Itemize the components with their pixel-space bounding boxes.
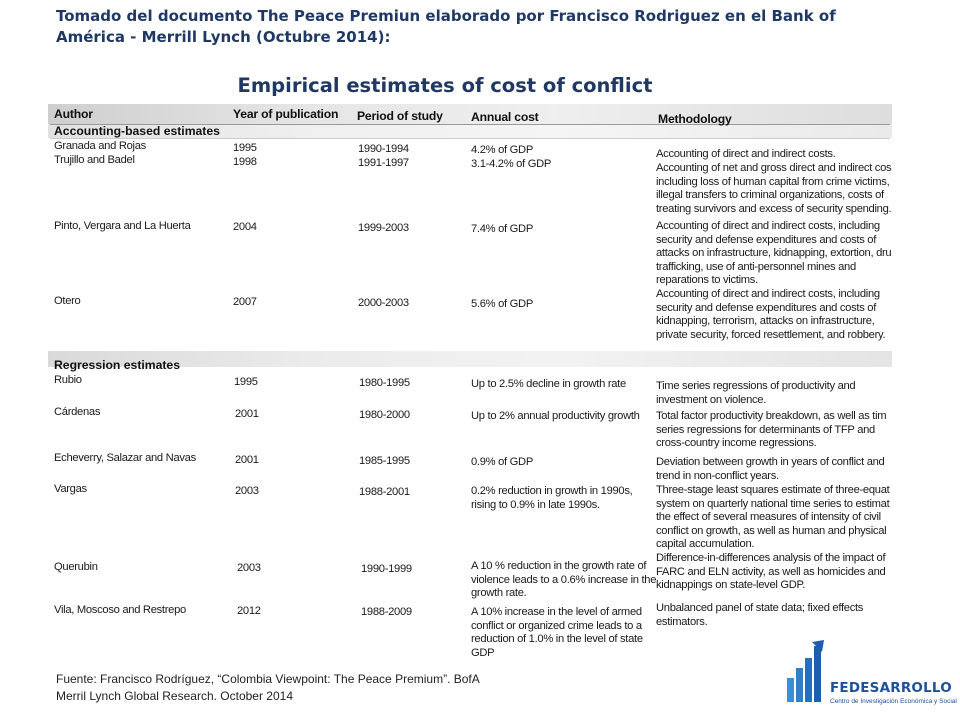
- cost-line: 3.1-4.2% of GDP: [471, 158, 552, 170]
- cell-author: Otero: [54, 295, 81, 307]
- cell-year: 1995: [234, 376, 258, 388]
- cell-year: 2003: [237, 562, 261, 574]
- cell-cost: [471, 378, 626, 392]
- methodology-line: estimators.: [656, 615, 708, 628]
- methodology-line: investment on violence.: [656, 393, 767, 406]
- methodology-line: security and defense expenditures and costs of: [656, 233, 877, 246]
- cell-author: Querubin: [54, 561, 98, 573]
- methodology-line: Time series regressions of productivity and: [656, 380, 856, 392]
- col-header-year: Year of publication: [233, 107, 339, 121]
- methodology-line: treating survivors and excess of security spending.: [656, 202, 892, 215]
- cell-methodology: [656, 220, 892, 288]
- methodology-line: FARC and ELN activity, as well as homicides and: [656, 565, 886, 578]
- methodology-line: trend in non-conflict years.: [656, 469, 779, 482]
- cell-methodology: [656, 552, 892, 593]
- cell-period: 1999-2003: [358, 222, 409, 234]
- cell-methodology: [656, 162, 892, 216]
- cell-period: 1988-2001: [359, 486, 410, 498]
- logo-name: FEDESARROLLO: [830, 680, 952, 696]
- cell-author: Echeverry, Salazar and Navas: [54, 452, 196, 464]
- cell-period: 1990-1999: [361, 563, 412, 575]
- col-header-author: Author: [54, 107, 93, 121]
- cell-period: 1980-2000: [359, 409, 410, 421]
- section-accounting: Accounting-based estimates: [54, 124, 220, 138]
- methodology-line: Accounting of direct and indirect costs, including: [656, 288, 880, 300]
- methodology-line: Accounting of direct and indirect costs.: [656, 148, 836, 160]
- cell-cost: [471, 560, 656, 601]
- cell-period: 1988-2009: [361, 606, 412, 618]
- section-rule: [50, 138, 890, 139]
- cell-year: 1995: [233, 142, 257, 154]
- cell-cost: [471, 606, 643, 660]
- methodology-line: series regressions for determinants of TFP and: [656, 423, 875, 436]
- cell-author: Pinto, Vergara and La Huerta: [54, 220, 191, 232]
- cell-methodology: [656, 484, 892, 552]
- cell-year: 2001: [235, 408, 259, 420]
- section-regression: Regression estimates: [54, 358, 180, 372]
- methodology-line: Deviation between growth in years of conflict and: [656, 456, 885, 468]
- cell-methodology: [656, 602, 892, 629]
- methodology-line: the effect of several measures of intensity of civil: [656, 511, 881, 524]
- header-line-2: América - Merrill Lynch (Octubre 2014):: [56, 28, 391, 46]
- methodology-line: Unbalanced panel of state data; fixed effects: [656, 602, 864, 614]
- methodology-line: reparations to victims.: [656, 274, 758, 287]
- cell-cost: [471, 410, 640, 424]
- methodology-line: Accounting of net and gross direct and indirect cos: [656, 162, 892, 174]
- methodology-line: cross-country income regressions.: [656, 437, 817, 450]
- cell-period: 1985-1995: [359, 455, 410, 467]
- cost-line: rising to 0.9% in late 1990s.: [471, 498, 600, 511]
- cell-year: 2012: [237, 605, 261, 617]
- col-header-methodology: Methodology: [658, 112, 732, 126]
- cell-author: Granada and Rojas: [54, 140, 146, 152]
- cell-author: Trujillo and Badel: [54, 154, 135, 166]
- cost-line: growth rate.: [471, 587, 527, 600]
- col-header-cost: Annual cost: [471, 110, 539, 124]
- methodology-line: system on quarterly national time series to estimat: [656, 497, 890, 510]
- source-line-2: Merril Lynch Global Research. October 2014: [56, 689, 293, 703]
- methodology-line: kidnappings on state-level GDP.: [656, 579, 806, 592]
- methodology-line: including loss of human capital from crime victims,: [656, 175, 890, 188]
- cell-methodology: [656, 456, 892, 483]
- methodology-line: Total factor productivity breakdown, as well as tim: [656, 410, 887, 422]
- cell-year: 2001: [235, 454, 259, 466]
- estimates-table-image: [48, 104, 892, 662]
- methodology-line: capital accumulation.: [656, 538, 755, 551]
- methodology-line: illegal transfers to criminal organizations, costs of: [656, 189, 884, 202]
- slide-title: Empirical estimates of cost of conflict: [237, 74, 653, 97]
- cell-year: 2007: [233, 296, 257, 308]
- cost-line: GDP: [471, 646, 495, 659]
- cost-line: 0.2% reduction in growth in 1990s,: [471, 485, 633, 497]
- methodology-line: conflict on growth, as well as human and physical: [656, 524, 887, 537]
- methodology-line: kidnapping, terrorism, attacks on infrastructure,: [656, 315, 875, 328]
- cost-line: 5.6% of GDP: [471, 298, 533, 310]
- cell-author: Vargas: [54, 483, 87, 495]
- bar-chart-logo-icon: [786, 640, 826, 702]
- cell-author: Vila, Moscoso and Restrepo: [54, 604, 186, 616]
- cell-period: 2000-2003: [358, 297, 409, 309]
- cell-year: 2003: [235, 485, 259, 497]
- header-shade: [48, 104, 892, 124]
- cell-author: Rubio: [54, 374, 82, 386]
- cell-methodology: [656, 288, 892, 342]
- cell-cost: [471, 144, 533, 158]
- cell-year: 2004: [233, 221, 257, 233]
- methodology-line: attacks on infrastructure, kidnapping, extortion, dru: [656, 247, 892, 260]
- cell-cost: [471, 298, 533, 312]
- cell-methodology: [656, 148, 892, 162]
- cost-line: A 10% increase in the level of armed: [471, 606, 642, 618]
- source-line-1: Fuente: Francisco Rodríguez, “Colombia Viewpoint: The Peace Premium”. BofA: [56, 672, 480, 686]
- cost-line: Up to 2.5% decline in growth rate: [471, 378, 626, 390]
- cell-cost: [471, 158, 551, 172]
- col-header-period: Period of study: [357, 109, 443, 123]
- cost-line: conflict or organized crime leads to a: [471, 619, 642, 632]
- cell-methodology: [656, 410, 892, 451]
- cell-methodology: [656, 380, 892, 407]
- cost-line: 4.2% of GDP: [471, 144, 533, 156]
- cell-author: Cárdenas: [54, 406, 101, 418]
- methodology-line: private security, forced resettlement, and robbery.: [656, 328, 886, 341]
- methodology-line: trafficking, use of anti-personnel mines and: [656, 260, 856, 273]
- header-line-1: Tomado del documento The Peace Premiun elaborado por Francisco Rodriguez en el Bank of: [56, 7, 836, 25]
- methodology-line: Difference-in-differences analysis of the impact of: [656, 552, 886, 564]
- cell-period: 1990-1994: [358, 143, 409, 155]
- cell-cost: [471, 223, 533, 237]
- cost-line: 7.4% of GDP: [471, 223, 533, 235]
- cell-period: 1980-1995: [359, 377, 410, 389]
- cost-line: 0.9% of GDP: [471, 456, 533, 468]
- cost-line: A 10 % reduction in the growth rate of: [471, 560, 647, 572]
- fedesarrollo-logo: [784, 640, 957, 716]
- cell-year: 1998: [233, 156, 257, 168]
- cell-period: 1991-1997: [358, 157, 409, 169]
- cost-line: violence leads to a 0.6% increase in the: [471, 573, 657, 586]
- methodology-line: Accounting of direct and indirect costs, including: [656, 220, 880, 232]
- cell-cost: [471, 485, 632, 512]
- source-note: [56, 671, 616, 705]
- cost-line: Up to 2% annual productivity growth: [471, 410, 640, 422]
- cost-line: reduction of 1.0% in the level of state: [471, 633, 643, 646]
- methodology-line: security and defense expenditures and costs of: [656, 301, 877, 314]
- cell-cost: [471, 456, 533, 470]
- methodology-line: Three-stage least squares estimate of three-equat: [656, 484, 890, 496]
- header-text: [56, 6, 936, 48]
- logo-tagline: Centro de Investigación Económica y Social: [830, 698, 957, 705]
